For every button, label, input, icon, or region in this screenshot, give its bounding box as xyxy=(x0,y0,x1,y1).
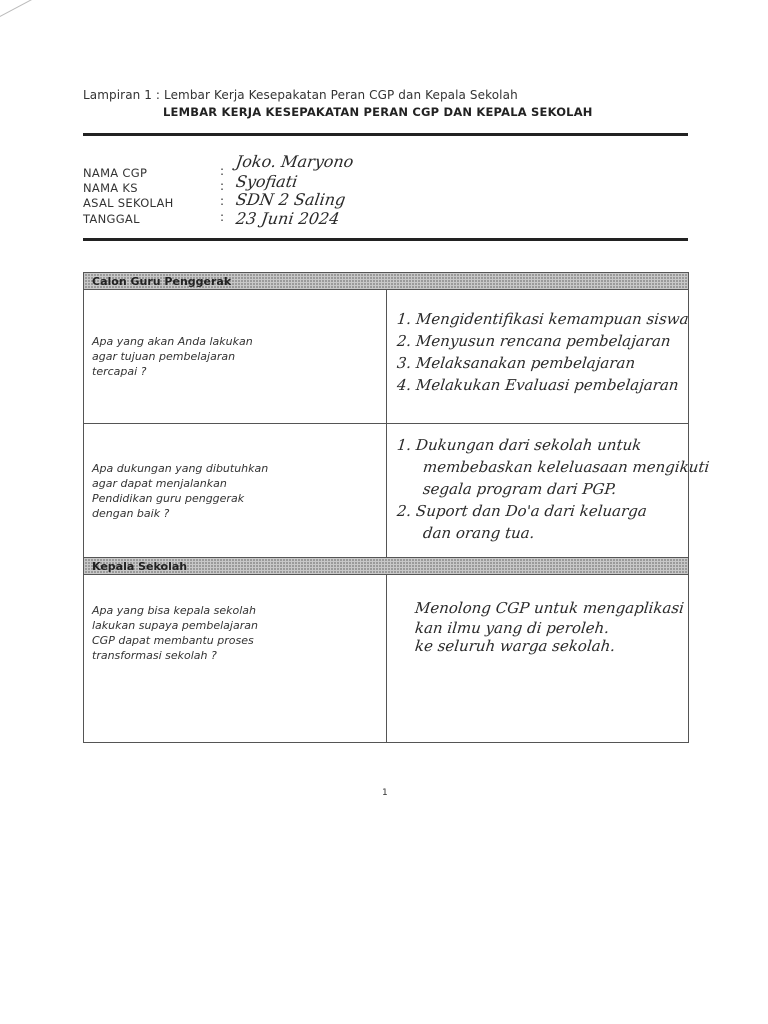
question-line: lakukan supaya pembelajaran xyxy=(92,619,258,632)
colon: : xyxy=(220,164,225,178)
label-nama-ks: NAMA KS xyxy=(83,181,138,195)
value-nama-ks: Syofiati xyxy=(234,172,299,191)
colon: : xyxy=(220,210,225,224)
question-line: CGP dapat membantu proses xyxy=(92,634,254,647)
answer-line: ke seluruh warga sekolah. xyxy=(413,637,616,655)
answer-line: dan orang tua. xyxy=(421,524,536,542)
answer-line: 3. Melaksanakan pembelajaran xyxy=(395,354,636,372)
answer-line: segala program dari PGP. xyxy=(421,480,617,498)
answer-cell xyxy=(386,424,710,558)
label-nama-cgp: NAMA CGP xyxy=(83,166,148,180)
question-line: agar tujuan pembelajaran xyxy=(92,350,236,363)
page-number: 1 xyxy=(382,788,388,798)
value-asal-sekolah: SDN 2 Saling xyxy=(234,190,347,209)
answer-line: 4. Melakukan Evaluasi pembelajaran xyxy=(395,376,680,394)
label-asal-sekolah: ASAL SEKOLAH xyxy=(83,196,174,210)
table-row xyxy=(84,424,689,558)
label-tanggal: TANGGAL xyxy=(83,212,140,226)
value-tanggal: 23 Juni 2024 xyxy=(234,209,341,228)
table-row xyxy=(84,290,689,424)
question-cell xyxy=(84,290,387,424)
answer-line: kan ilmu yang di peroleh. xyxy=(413,619,610,637)
section-heading-kepala-sekolah: Kepala Sekolah xyxy=(84,558,689,575)
value-nama-cgp: Joko. Maryono xyxy=(234,152,355,171)
answer-cell xyxy=(386,575,689,743)
question-line: tercapai ? xyxy=(92,365,147,378)
colon: : xyxy=(220,179,225,193)
bottom-divider xyxy=(83,238,688,241)
question-line: Apa dukungan yang dibutuhkan xyxy=(92,461,269,475)
question-line: Apa yang akan Anda lakukan xyxy=(92,335,253,348)
answer-line: membebaskan keleluasaan mengikuti xyxy=(421,458,710,476)
question-line: dengan baik ? xyxy=(92,506,170,520)
answer-line: 2. Menyusun rencana pembelajaran xyxy=(395,332,672,350)
answer-line: 1. Mengidentifikasi kemampuan siswa xyxy=(395,310,690,328)
question-cell xyxy=(84,424,387,558)
answer-line: Menolong CGP untuk mengaplikasi xyxy=(413,599,685,617)
answer-line: 2. Suport dan Do'a dari keluarga xyxy=(395,502,648,520)
table-row xyxy=(84,575,689,743)
section-heading-cgp: Calon Guru Penggerak xyxy=(84,273,689,290)
question-line: Pendidikan guru penggerak xyxy=(92,491,245,505)
question-cell xyxy=(84,575,387,743)
colon: : xyxy=(220,194,225,208)
question-line: Apa yang bisa kepala sekolah xyxy=(92,604,256,617)
question-line: agar dapat menjalankan xyxy=(92,476,227,490)
worksheet-table xyxy=(83,272,710,743)
top-divider xyxy=(83,133,688,136)
scan-corner-mark xyxy=(0,0,40,40)
attachment-subtitle: Lampiran 1 : Lembar Kerja Kesepakatan Peran CGP dan Kepala Sekolah xyxy=(83,88,518,102)
document-title: LEMBAR KERJA KESEPAKATAN PERAN CGP DAN KEPALA SEKOLAH xyxy=(163,105,593,119)
question-line: transformasi sekolah ? xyxy=(92,649,217,662)
answer-cell xyxy=(386,290,689,424)
answer-line: 1. Dukungan dari sekolah untuk xyxy=(395,436,642,454)
